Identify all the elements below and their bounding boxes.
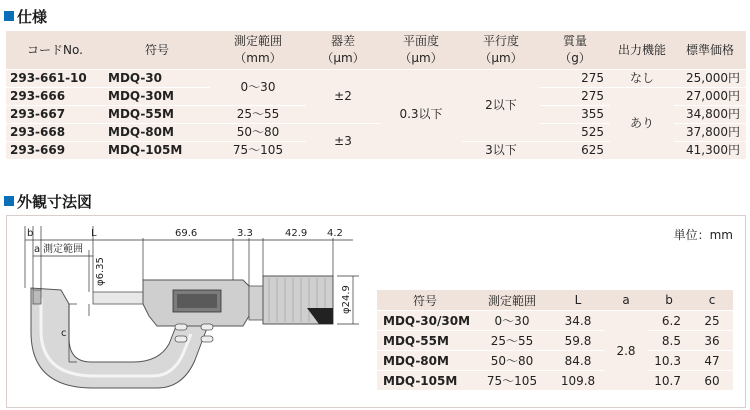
spec-title-text: 仕様 [17, 7, 48, 26]
flatness-cell: 0.3以下 [380, 70, 462, 160]
dim-range: 測定範囲 [43, 244, 83, 255]
button-icon [201, 324, 213, 330]
drawing-title-text: 外観寸法図 [17, 192, 93, 211]
header-range: 測定範囲 （mm） [210, 31, 306, 70]
dims-header-row [377, 290, 733, 311]
price-cell: 41,300円 [674, 142, 746, 160]
header-symbol: 符号 [104, 31, 210, 70]
dims-c-cell: 60 [691, 371, 733, 391]
code-cell: 293-667 [6, 106, 104, 124]
button-icon [201, 336, 213, 342]
dims-L-cell: 59.8 [551, 331, 605, 351]
dims-row [377, 331, 733, 351]
range-cell: 0～30 [210, 70, 306, 106]
dims-row [377, 371, 733, 391]
section-marker-icon [4, 11, 14, 21]
header-price: 標準価格 [674, 31, 746, 70]
lcd-inner [177, 294, 217, 308]
dims-header-a: a [605, 290, 647, 311]
dims-header-symbol: 符号 [377, 290, 473, 311]
dims-symbol-cell: MDQ-80M [377, 351, 473, 371]
dims-range-cell: 25～55 [473, 331, 551, 351]
spec-row [6, 70, 746, 88]
dims-b-cell: 10.3 [647, 351, 691, 371]
dims-c-cell: 36 [691, 331, 733, 351]
drawing-section-title [4, 190, 92, 212]
header-mass: 質量 （g） [540, 31, 610, 70]
code-cell: 293-661-10 [6, 70, 104, 88]
dims-range-cell: 75～105 [473, 371, 551, 391]
mass-cell: 355 [540, 106, 610, 124]
header-error: 器差 （μm） [306, 31, 380, 70]
dims-b-cell: 6.2 [647, 311, 691, 331]
dims-a-cell: 2.8 [605, 311, 647, 391]
range-cell: 25～55 [210, 106, 306, 124]
range-cell: 50～80 [210, 124, 306, 142]
symbol-cell: MDQ-55M [104, 106, 210, 124]
code-cell: 293-669 [6, 142, 104, 160]
dims-header-b: b [647, 290, 691, 311]
dims-b-cell: 10.7 [647, 371, 691, 391]
dim-a: a [34, 244, 41, 255]
symbol-cell: MDQ-30M [104, 88, 210, 106]
header-output: 出力機能 [610, 31, 674, 70]
price-cell: 27,000円 [674, 88, 746, 106]
dims-range-cell: 0～30 [473, 311, 551, 331]
mass-cell: 525 [540, 124, 610, 142]
dims-c-cell: 25 [691, 311, 733, 331]
mass-cell: 625 [540, 142, 610, 160]
sleeve [249, 286, 263, 320]
spindle [93, 292, 143, 304]
price-cell: 34,800円 [674, 106, 746, 124]
code-cell: 293-666 [6, 88, 104, 106]
price-cell: 37,800円 [674, 124, 746, 142]
header-flatness: 平面度 （μm） [380, 31, 462, 70]
button-icon [175, 324, 187, 330]
dim-L: L [91, 228, 97, 239]
dims-row [377, 311, 733, 331]
range-cell: 75～105 [210, 142, 306, 160]
parallelism-cell: 2以下 [462, 70, 540, 142]
dim-3-3: 3.3 [237, 228, 253, 239]
spec-header-row [6, 31, 746, 70]
symbol-cell: MDQ-105M [104, 142, 210, 160]
dims-symbol-cell: MDQ-30/30M [377, 311, 473, 331]
dims-symbol-cell: MDQ-55M [377, 331, 473, 351]
spec-section-title [4, 5, 47, 27]
dim-69-6: 69.6 [175, 228, 198, 239]
dims-c-cell: 47 [691, 351, 733, 371]
symbol-cell: MDQ-30 [104, 70, 210, 88]
button-icon [175, 336, 187, 342]
dimension-table [377, 290, 733, 390]
header-code: コードNo. [6, 31, 104, 70]
mass-cell: 275 [540, 88, 610, 106]
spec-table [6, 31, 746, 159]
dims-symbol-cell: MDQ-105M [377, 371, 473, 391]
dim-c: c [61, 328, 67, 339]
error-cell: ±3 [306, 124, 380, 160]
dims-range-cell: 50～80 [473, 351, 551, 371]
output-cell: なし [610, 70, 674, 88]
anvil [33, 290, 41, 304]
dim-b: b [27, 228, 34, 239]
dim-4-2: 4.2 [327, 228, 343, 239]
price-cell: 25,000円 [674, 70, 746, 88]
dims-L-cell: 84.8 [551, 351, 605, 371]
symbol-cell: MDQ-80M [104, 124, 210, 142]
unit-label: 単位：mm [673, 228, 733, 242]
dims-L-cell: 109.8 [551, 371, 605, 391]
section-marker-icon [4, 196, 14, 206]
dim-phi-6-35: φ6.35 [95, 257, 106, 286]
dims-header-c: c [691, 290, 733, 311]
drawing-panel [6, 215, 746, 408]
mass-cell: 275 [540, 70, 610, 88]
dim-42-9: 42.9 [285, 228, 308, 239]
dims-header-range: 測定範囲 [473, 290, 551, 311]
code-cell: 293-668 [6, 124, 104, 142]
dims-header-L: L [551, 290, 605, 311]
dim-phi-24-9: φ24.9 [341, 285, 352, 314]
output-cell: あり [610, 88, 674, 160]
header-parallelism: 平行度 （μm） [462, 31, 540, 70]
error-cell: ±2 [306, 70, 380, 124]
parallelism-cell: 3以下 [462, 142, 540, 160]
dims-L-cell: 34.8 [551, 311, 605, 331]
dims-b-cell: 8.5 [647, 331, 691, 351]
dims-row [377, 351, 733, 371]
